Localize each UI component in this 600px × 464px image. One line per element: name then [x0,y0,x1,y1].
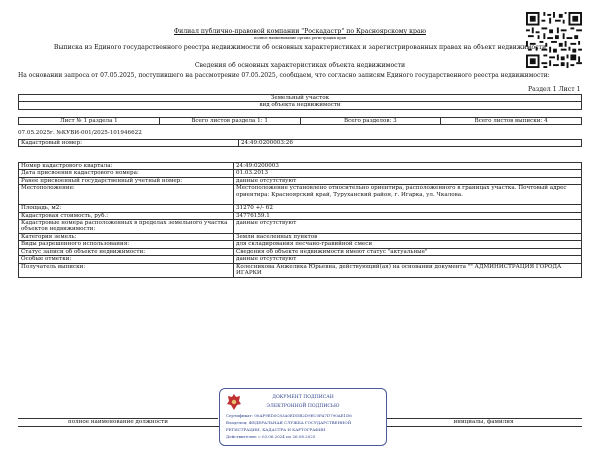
row-value: для складирования песчано-гравийной смеси [234,241,582,248]
razdel-label: Раздел 1 Лист 1 [528,86,581,93]
cadastral-number-value: 24:49:0200003:26 [239,140,582,147]
row-value: Местоположение установлено относительно ориентира, расположенного в границах участка. Почтовый адрес ориентира: Красноярский край, Туруханский район, г. Игарка, ул. Чкалова. [234,185,582,205]
table-row [19,220,582,234]
row-value: Земли населенных пунктов [234,234,582,241]
sections-total: Всего разделов: 3 [300,118,441,125]
stamp-owner-cont: РЕГИСТРАЦИИ, КАДАСТРА И КАРТОГРАФИИ [226,427,326,432]
row-label: Площадь, м2: [19,205,234,212]
row-value: данные отсутствуют [234,220,582,234]
filial-caption: полное наименование органа регистрации прав [254,36,346,40]
row-label: Кадастровая стоимость, руб.: [19,212,234,219]
row-label: Местоположение: [19,185,234,205]
row-value: данные отсутствуют [234,177,582,184]
e-signature-stamp [219,388,387,446]
table-row [19,185,582,205]
section-heading: Сведения об основных характеристиках объекта недвижимости [194,62,406,69]
row-value: 01.03.2013 [234,170,582,177]
stamp-owner: Владелец: ФЕДЕРАЛЬНАЯ СЛУЖБА ГОСУДАРСТВЕННОЙ [226,420,352,425]
request-number: 07.05.2025г. №КУВИ-001/2025-101946622 [18,130,142,136]
row-label: Ранее присвоенный государственный учетный номер: [19,177,234,184]
table-row [19,177,582,184]
table-row [19,163,582,170]
row-value: данные отсутствуют [234,256,582,263]
row-value: 31270 +/- 62 [234,205,582,212]
stamp-validity: Действителен: с 03.06.2024 по 26.08.2025 [226,434,316,439]
table-row [19,256,582,263]
row-label: Виды разрешенного использования: [19,241,234,248]
sheet-number: Лист № 1 раздела 1 [19,118,160,125]
document-title: Выписка из Единого государственного реестра недвижимости об основных характеристиках и зарегистрированных правах на объект недвижимости [53,44,547,51]
row-label: Получатель выписки: [19,263,234,277]
table-row [19,248,582,255]
table-row [19,205,582,212]
stamp-certificate: Сертификат: 00AF9ED5C83A0EDDB2D9EC0FA7D790AE1D6 [226,413,352,418]
table-row [19,263,582,277]
object-type-table [18,94,582,110]
sheets-in-section: Всего листов раздела 1: 1 [159,118,300,125]
row-label: Номер кадастрового квартала: [19,163,234,170]
table-row [19,170,582,177]
row-value: 34776159.1 [234,212,582,219]
sheet-info-table [18,117,582,125]
row-label: Кадастровые номера расположенных в пределах земельного участка объектов недвижимости: [19,220,234,234]
table-row [19,212,582,219]
row-value: 24:49:0200003 [234,163,582,170]
row-label: Статус записи об объекте недвижимости: [19,248,234,255]
cadastral-number-table [18,139,582,147]
stamp-subtitle: ЭЛЕКТРОННОЙ ПОДПИСЬЮ [266,404,340,409]
request-basis: На основании запроса от 07.05.2025, поступившего на рассмотрение 07.05.2025, сообщаем, что согласно записям Единого государственного реестра недвижимости: [18,72,550,79]
row-label: Категория земель: [19,234,234,241]
stamp-title: ДОКУМЕНТ ПОДПИСАН [272,395,334,400]
filial-name: Филиал публично-правовой компании "Роскадастр" по Красноярскому краю [173,28,427,35]
row-label: Дата присвоения кадастрового номера: [19,170,234,177]
object-type-caption: вид объекта недвижимости [19,102,582,109]
table-row [19,234,582,241]
position-caption: полное наименование должности [68,419,168,425]
object-type: Земельный участок [19,95,582,102]
initials-caption: инициалы, фамилия [453,419,514,425]
row-label: Особые отметки: [19,256,234,263]
characteristics-table [18,162,582,278]
cadastral-number-label: Кадастровый номер: [19,140,239,147]
row-value: Колесникова Анжелика Юрьевна, действующий(ая) на основании документа "" АДМИНИСТРАЦИЯ ГОРОДА ИГАРКИ [234,263,582,277]
sheets-total: Всего листов выписки: 4 [441,118,582,125]
qr-code-icon [526,12,582,68]
table-row [19,241,582,248]
row-value: Сведения об объекте недвижимости имеют статус "актуальные" [234,248,582,255]
